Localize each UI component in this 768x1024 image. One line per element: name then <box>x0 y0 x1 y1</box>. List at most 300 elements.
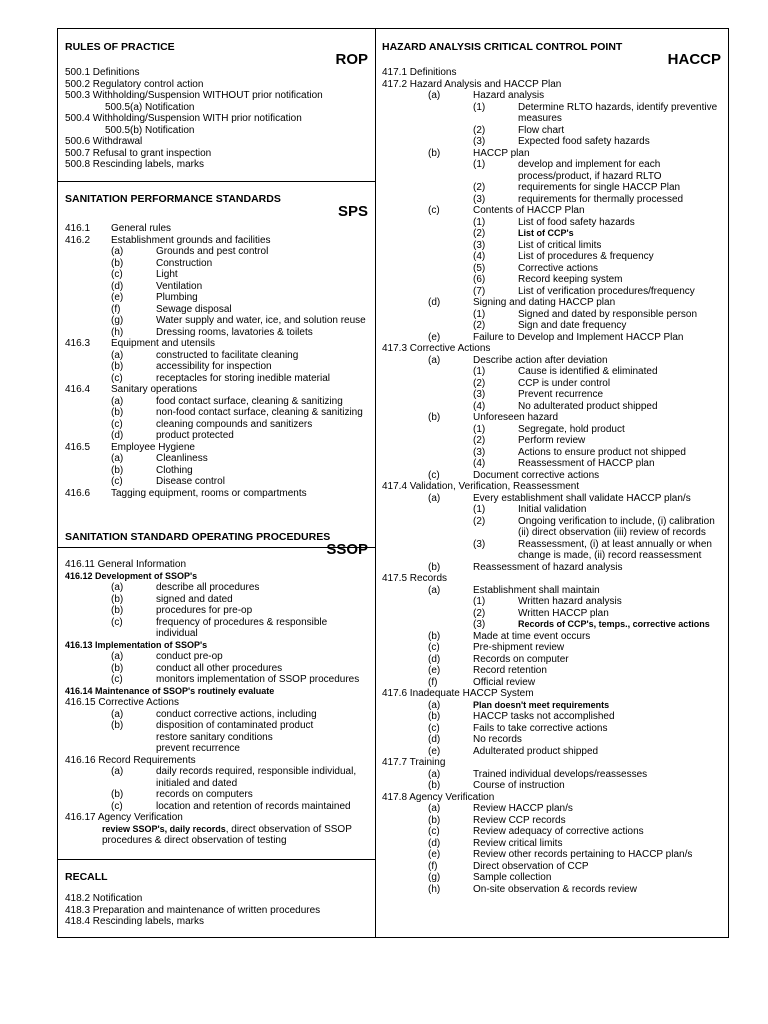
list-item <box>382 366 724 378</box>
line-l: (g) <box>428 872 441 883</box>
line-l: (e) <box>428 745 441 757</box>
line-t2: Adulterated product shipped <box>473 745 599 757</box>
list-item <box>382 90 724 102</box>
line-t2: describe all procedures <box>156 582 260 593</box>
list-item <box>382 792 724 804</box>
list-item <box>382 274 724 286</box>
line-t3: change is made, (ii) record reassessment <box>518 550 702 561</box>
line-n: 416.1 <box>65 223 91 234</box>
line-t2: Failure to Develop and Implement HACCP Plan <box>473 331 684 343</box>
line-l: (c) <box>111 418 123 430</box>
line-c1: 416.11 General Information <box>65 559 187 570</box>
line-t3: develop and implement for each <box>518 159 661 170</box>
section-recall <box>58 859 375 939</box>
list-item <box>382 240 724 252</box>
line-c1: 500.7 Refusal to grant inspection <box>65 147 212 159</box>
line-t2: Review CCP records <box>473 814 566 826</box>
line-t2: location and retention of records maintained <box>156 800 351 812</box>
line-t2: Establishment shall maintain <box>473 584 600 596</box>
ssop-list <box>65 559 371 847</box>
line-t2: disposition of contaminated product <box>156 720 314 731</box>
list-item <box>65 617 371 629</box>
section-title: HAZARD ANALYSIS CRITICAL CONTROL POINT <box>382 41 623 53</box>
list-item <box>65 350 371 362</box>
line-c1: 500.3 Withholding/Suspension WITHOUT prior notification <box>65 90 323 101</box>
line-l: (c) <box>111 269 123 280</box>
line-t3: No adulterated product shipped <box>518 400 658 412</box>
line-l: (b) <box>428 814 441 826</box>
list-item <box>382 297 724 309</box>
line-t: Sanitary operations <box>111 384 198 395</box>
list-item <box>382 309 724 321</box>
list-item <box>65 453 371 465</box>
line-l: (a) <box>111 582 124 593</box>
line-t2: Light <box>156 269 178 280</box>
line-l: (c) <box>428 469 440 481</box>
list-item <box>382 102 724 114</box>
list-item <box>65 148 371 160</box>
line-t3: List of critical limits <box>518 239 602 251</box>
line-l: (a) <box>428 90 441 101</box>
haccp-list <box>382 67 724 895</box>
line-t3: CCP is under control <box>518 377 611 389</box>
line-n: 416.6 <box>65 487 91 499</box>
line-t2: individual <box>156 628 198 639</box>
line-l2: (2) <box>473 435 486 446</box>
list-item <box>382 550 724 562</box>
section-ssop <box>58 519 375 860</box>
line-l2: (1) <box>473 308 486 320</box>
list-item <box>382 872 724 884</box>
section-title: RECALL <box>65 871 108 883</box>
reference-sheet <box>57 28 729 938</box>
list-item <box>382 527 724 539</box>
line-t3: requirements for single HACCP Plan <box>518 182 681 193</box>
list-item <box>65 269 371 281</box>
line-t3: List of food safety hazards <box>518 216 635 228</box>
list-item <box>382 539 724 551</box>
list-item <box>65 159 371 171</box>
list-item <box>65 90 371 102</box>
list-item <box>382 378 724 390</box>
line-t2: non-food contact surface, cleaning & sanitizing <box>156 407 363 418</box>
line-l2: (4) <box>473 458 486 469</box>
line-c1: 500.6 Withdrawal <box>65 136 143 147</box>
line-t2: Trained individual develops/reassesses <box>473 768 648 780</box>
line-l: (b) <box>111 605 124 616</box>
list-item <box>382 688 724 700</box>
list-item <box>382 654 724 666</box>
line-t2: restore sanitary conditions <box>156 731 273 743</box>
list-item <box>65 697 371 709</box>
list-item <box>65 430 371 442</box>
line-l2: (1) <box>473 101 486 113</box>
line-l2: (3) <box>473 619 486 630</box>
right-column <box>375 29 728 937</box>
line-t2: daily records required, responsible individual, <box>156 766 357 777</box>
line-l: (a) <box>428 492 441 504</box>
line-l2: (2) <box>473 124 486 136</box>
list-item <box>382 205 724 217</box>
sps-list <box>65 223 371 499</box>
list-item <box>65 488 371 500</box>
line-l2: (4) <box>473 400 486 412</box>
line-l: (d) <box>428 837 441 849</box>
line-t2: Construction <box>156 257 213 269</box>
line-t3: Written HACCP plan <box>518 607 609 619</box>
line-t2: receptacles for storing inedible material <box>156 372 330 384</box>
line-t2: Sample collection <box>473 872 552 883</box>
list-item <box>382 619 724 631</box>
list-item <box>382 573 724 585</box>
list-item <box>65 125 371 137</box>
line-t3: Signed and dated by responsible person <box>518 308 698 320</box>
line-l: (a) <box>428 354 441 366</box>
section-title: SANITATION PERFORMANCE STANDARDS <box>65 193 281 205</box>
line-t2: prevent recurrence <box>156 743 240 754</box>
line-t2: Water supply and water, ice, and solution reuse <box>156 315 366 326</box>
section-abbreviation: SSOP <box>326 541 368 558</box>
list-item <box>65 338 371 350</box>
line-l: (g) <box>111 315 124 326</box>
line-l: (a) <box>111 708 124 720</box>
line-c1: 418.2 Notification <box>65 893 143 904</box>
line-t2: Made at time event occurs <box>473 630 591 642</box>
line-c1: 417.6 Inadequate HACCP System <box>382 688 534 699</box>
list-item <box>382 631 724 643</box>
line-c1: 417.4 Validation, Verification, Reassessment <box>382 481 580 492</box>
line-l: (c) <box>428 642 440 653</box>
line-t3: List of procedures & frequency <box>518 251 654 262</box>
line-l: (f) <box>111 303 121 315</box>
line-t3: Cause is identified & eliminated <box>518 366 658 377</box>
line-l: (d) <box>111 430 124 441</box>
line-l: (d) <box>428 734 441 745</box>
list-item <box>382 194 724 206</box>
list-item <box>65 916 371 928</box>
line-l: (c) <box>111 674 123 685</box>
list-item <box>65 304 371 316</box>
line-t2: Grounds and pest control <box>156 246 269 257</box>
list-item <box>382 665 724 677</box>
line-l: (c) <box>111 800 123 812</box>
list-item <box>65 476 371 488</box>
line-t3: Actions to ensure product not shipped <box>518 446 686 458</box>
line-l: (b) <box>111 407 124 418</box>
line-tx: procedures & direct observation of testing <box>102 835 287 846</box>
line-c1: 500.1 Definitions <box>65 67 140 78</box>
list-item <box>65 640 371 652</box>
line-l: (b) <box>428 711 441 722</box>
list-item <box>65 235 371 247</box>
list-item <box>382 711 724 723</box>
left-column <box>58 29 376 937</box>
line-l: (a) <box>428 699 441 711</box>
list-item <box>65 766 371 778</box>
line-l: (b) <box>111 361 124 372</box>
line-t3: Determine RLTO hazards, identify preventive <box>518 101 718 113</box>
section-title: RULES OF PRACTICE <box>65 41 175 53</box>
list-item <box>382 136 724 148</box>
list-item <box>65 720 371 732</box>
line-l: (b) <box>111 257 124 269</box>
line-l2: (3) <box>473 239 486 251</box>
line-c1: 417.5 Records <box>382 573 448 584</box>
line-t2: HACCP tasks not accomplished <box>473 711 615 722</box>
line-l: (c) <box>111 476 123 487</box>
line-l: (a) <box>111 766 124 777</box>
line-l: (a) <box>111 453 124 464</box>
line-t2: frequency of procedures & responsible <box>156 616 328 628</box>
list-item <box>382 780 724 792</box>
line-c1: 500.4 Withholding/Suspension WITH prior notification <box>65 113 302 124</box>
line-c1: 417.2 Hazard Analysis and HACCP Plan <box>382 78 562 90</box>
line-l: (a) <box>111 651 124 662</box>
list-item <box>382 815 724 827</box>
list-item <box>382 401 724 413</box>
list-item <box>65 628 371 640</box>
section-abbreviation: ROP <box>335 51 368 68</box>
recall-list <box>65 893 371 928</box>
line-t2: procedures for pre-op <box>156 605 253 616</box>
line-c1: 417.7 Training <box>382 757 446 768</box>
list-item <box>382 493 724 505</box>
section-rop <box>58 29 375 182</box>
line-l: (b) <box>111 662 124 674</box>
line-t2: conduct pre-op <box>156 651 223 662</box>
list-item <box>65 136 371 148</box>
line-t2: Clothing <box>156 464 193 476</box>
list-item <box>382 470 724 482</box>
line-t2: Review critical limits <box>473 837 563 849</box>
line-t3: Prevent recurrence <box>518 389 604 400</box>
line-l2: (2) <box>473 607 486 619</box>
line-t3: Record keeping system <box>518 274 623 285</box>
line-l: (c) <box>428 205 440 216</box>
list-item <box>382 838 724 850</box>
list-item <box>382 458 724 470</box>
line-t2: Pre-shipment review <box>473 642 565 653</box>
line-t3: Flow chart <box>518 124 565 136</box>
line-t3: (ii) direct observation (iii) review of records <box>518 527 706 538</box>
line-l2: (3) <box>473 538 486 550</box>
line-t2: product protected <box>156 430 234 441</box>
line-t3: Reassessment, (i) at least annually or when <box>518 538 712 550</box>
line-t3: Expected food safety hazards <box>518 136 650 147</box>
line-t2: Plumbing <box>156 292 198 303</box>
line-t: Employee Hygiene <box>111 441 195 453</box>
line-l: (c) <box>428 826 440 837</box>
line-t3: Records of CCP's, temps., corrective actions <box>518 619 710 629</box>
line-l2: (3) <box>473 136 486 147</box>
line-t2: Document corrective actions <box>473 469 600 481</box>
line-t3: Corrective actions <box>518 262 599 274</box>
line-c1: 500.5(b) Notification <box>105 124 195 136</box>
line-t3: Perform review <box>518 435 586 446</box>
list-item <box>65 407 371 419</box>
line-t2: Direct observation of CCP <box>473 860 589 872</box>
list-item <box>382 884 724 896</box>
line-t2: Disease control <box>156 476 225 487</box>
line-l2: (1) <box>473 504 486 515</box>
mixed-line <box>102 824 352 836</box>
line-t2: Every establishment shall validate HACCP plan/s <box>473 492 691 504</box>
line-c1: 416.16 Record Requirements <box>65 754 196 766</box>
list-item <box>65 663 371 675</box>
list-item <box>65 893 371 905</box>
line-l2: (4) <box>473 251 486 262</box>
line-t2: Records on computer <box>473 653 569 665</box>
line-c1: 416.14 Maintenance of SSOP's routinely evaluate <box>65 685 275 696</box>
list-item <box>382 332 724 344</box>
line-t2: Unforeseen hazard <box>473 412 559 423</box>
line-t3: process/product, if hazard RLTO <box>518 170 662 182</box>
line-l: (b) <box>111 593 124 605</box>
list-item <box>382 562 724 574</box>
line-t2: Plan doesn't meet requirements <box>473 699 610 710</box>
list-item <box>65 258 371 270</box>
line-t2: Record retention <box>473 665 547 676</box>
list-item <box>382 746 724 758</box>
line-l: (e) <box>111 292 124 303</box>
line-l: (b) <box>428 412 441 423</box>
line-t2: records on computers <box>156 789 253 800</box>
line-l: (f) <box>428 676 438 688</box>
line-t2: Signing and dating HACCP plan <box>473 297 616 308</box>
line-c1: 416.13 Implementation of SSOP's <box>65 639 208 650</box>
list-item <box>382 217 724 229</box>
line-t3: List of verification procedures/frequency <box>518 285 695 297</box>
line-c1: 416.12 Development of SSOP's <box>65 570 198 581</box>
list-item <box>65 559 371 571</box>
line-t2: conduct all other procedures <box>156 662 283 674</box>
line-t2: Fails to take corrective actions <box>473 722 608 734</box>
line-l2: (2) <box>473 515 486 527</box>
list-item <box>382 286 724 298</box>
list-item <box>65 905 371 917</box>
list-item <box>65 281 371 293</box>
line-t2: No records <box>473 734 522 745</box>
section-abbreviation: HACCP <box>667 51 721 68</box>
line-c1: 418.3 Preparation and maintenance of written procedures <box>65 904 321 916</box>
line-l: (a) <box>111 395 124 407</box>
list-item <box>382 608 724 620</box>
line-l: (b) <box>428 147 441 159</box>
line-l: (c) <box>111 616 123 628</box>
list-item <box>382 159 724 171</box>
line-l: (f) <box>428 860 438 872</box>
rop-list <box>65 67 371 171</box>
list-item <box>382 757 724 769</box>
line-t2: Hazard analysis <box>473 90 545 101</box>
list-item <box>382 769 724 781</box>
line-t2: HACCP plan <box>473 147 530 159</box>
list-item <box>382 723 724 735</box>
list-item <box>382 412 724 424</box>
line-t2: On-site observation & records review <box>473 883 637 895</box>
list-item <box>382 125 724 137</box>
line-t2: Describe action after deviation <box>473 354 608 366</box>
list-item <box>382 320 724 332</box>
list-item <box>382 826 724 838</box>
line-l: (b) <box>428 780 441 791</box>
list-item <box>382 113 724 125</box>
list-item <box>65 571 371 583</box>
line-n: 416.4 <box>65 384 91 395</box>
section-abbreviation: SPS <box>337 203 368 220</box>
line-tail: , direct observation of SSOP <box>225 823 352 835</box>
line-l2: (2) <box>473 377 486 389</box>
line-t2: Contents of HACCP Plan <box>473 205 585 216</box>
line-t2: cleaning compounds and sanitizers <box>156 418 313 430</box>
section-sps <box>58 181 375 548</box>
line-l: (a) <box>428 584 441 596</box>
list-item <box>65 315 371 327</box>
line-t3: requirements for thermally processed <box>518 193 684 205</box>
list-item <box>65 651 371 663</box>
list-item <box>65 674 371 686</box>
line-t3: Sign and date frequency <box>518 320 627 331</box>
line-l2: (1) <box>473 423 486 435</box>
list-item <box>65 582 371 594</box>
list-item <box>382 79 724 91</box>
line-t2: conduct corrective actions, including <box>156 708 317 720</box>
list-item <box>382 516 724 528</box>
line-l: (b) <box>111 464 124 476</box>
list-item <box>65 361 371 373</box>
list-item <box>65 605 371 617</box>
line-l: (c) <box>428 722 440 734</box>
list-item <box>65 79 371 91</box>
line-l2: (1) <box>473 216 486 228</box>
line-l2: (2) <box>473 182 486 193</box>
line-t2: food contact surface, cleaning & sanitizing <box>156 395 343 407</box>
list-item <box>65 686 371 698</box>
list-item <box>65 755 371 767</box>
line-c1: 418.4 Rescinding labels, marks <box>65 916 204 927</box>
line-l: (b) <box>428 630 441 642</box>
line-t2: Official review <box>473 676 536 688</box>
line-n: 416.5 <box>65 441 91 453</box>
list-item <box>382 435 724 447</box>
line-l: (b) <box>111 720 124 731</box>
list-item <box>382 481 724 493</box>
list-item <box>65 419 371 431</box>
line-t2: Review other records pertaining to HACCP plan/s <box>473 849 693 860</box>
line-l2: (1) <box>473 159 486 170</box>
list-item <box>382 343 724 355</box>
list-item <box>65 465 371 477</box>
line-l2: (1) <box>473 596 486 607</box>
line-t2: Review adequacy of corrective actions <box>473 826 644 837</box>
bold-phrase: review SSOP's, daily records <box>102 823 226 834</box>
line-t: General rules <box>111 223 172 234</box>
list-item <box>65 801 371 813</box>
list-item <box>382 447 724 459</box>
line-l: (h) <box>428 883 441 895</box>
line-l2: (1) <box>473 366 486 377</box>
line-l2: (7) <box>473 285 486 297</box>
list-item <box>65 442 371 454</box>
line-l: (d) <box>111 280 124 292</box>
line-l2: (2) <box>473 320 486 331</box>
line-c1: 500.5(a) Notification <box>105 101 195 113</box>
list-item <box>65 373 371 385</box>
line-t3: measures <box>518 113 562 124</box>
line-c1: 417.1 Definitions <box>382 67 457 78</box>
line-l2: (3) <box>473 389 486 400</box>
line-t: Equipment and utensils <box>111 338 215 349</box>
